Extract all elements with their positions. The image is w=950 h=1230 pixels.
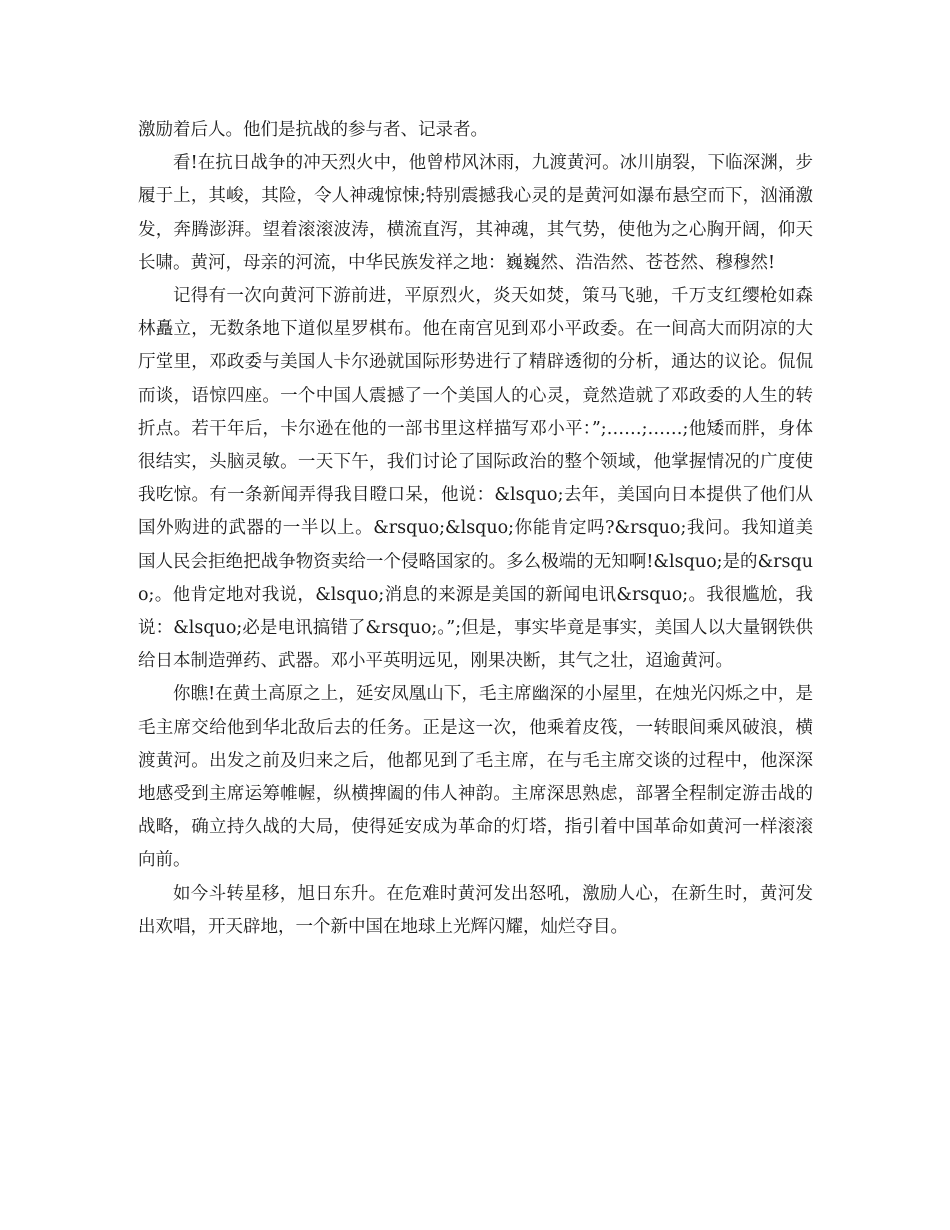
document-body bbox=[138, 114, 813, 944]
paragraph-yan-an-chairman-mao: 你瞧!在黄土高原之上，延安凤凰山下，毛主席幽深的小屋里，在烛光闪烁之中，是毛主席交给他到华北敌后去的任务。正是这一次，他乘着皮筏，一转眼间乘风破浪，横渡黄河。出发之前及归来之后，他都见到了毛主席，在与毛主席交谈的过程中，他深深地感受到主席运筹帷幄，纵横捭阖的伟人神韵。主席深思熟虑，部署全程制定游击战的战略，确立持久战的大局，使得延安成为革命的灯塔，指引着中国革命如黄河一样滚滚向前。 bbox=[138, 684, 813, 871]
paragraph-deng-xiaoping-carlson: 记得有一次向黄河下游前进，平原烈火，炎天如焚，策马飞驰，千万支红缨枪如森林矗立，无数条地下道似星罗棋布。他在南宫见到邓小平政委。在一间高大而阴凉的大厅堂里，邓政委与美国人卡尔逊就国际形势进行了精辟透彻的分析，通达的议论。侃侃而谈，语惊四座。一个中国人震撼了一个美国人的心灵，竟然造就了邓政委的人生的转折点。若干年后，卡尔逊在他的一部书里这样描写邓小平：”;……;……;他矮而胖，身体很结实，头脑灵敏。一天下午，我们讨论了国际政治的整个领域，他掌握情况的广度使我吃惊。有一条新闻弄得我目瞪口呆，他说：&lsquo;去年，美国向日本提供了他们从国外购进的武器的一半以上。&rsquo;&lsquo;你能肯定吗?&rsquo;我问。我知道美国人民会拒绝把战争物资卖给一个侵略国家的。多么极端的无知啊!&lsquo;是的&rsquo;。他肯定地对我说，&lsquo;消息的来源是美国的新闻电讯&rsquo;。我很尴尬，我说：&lsquo;必是电讯搞错了&rsquo;。”;但是，事实毕竟是事实，美国人以大量钢铁供给日本制造弹药、武器。邓小平英明远见，刚果决断，其气之壮，迢逾黄河。 bbox=[138, 286, 813, 672]
paragraph-yellow-river-crossings: 看!在抗日战争的冲天烈火中，他曾栉风沐雨，九渡黄河。冰川崩裂，下临深渊，步履于上，其峻，其险，令人神魂惊悚;特别震撼我心灵的是黄河如瀑布悬空而下，汹涌激发，奔腾澎湃。望着滚滚波涛，横流直泻，其神魂，其气势，使他为之心胸开阔，仰天长啸。黄河，母亲的河流，中华民族发祥之地：巍巍然、浩浩然、苍苍然、穆穆然! bbox=[138, 153, 813, 273]
paragraph-new-china: 如今斗转星移，旭日东升。在危难时黄河发出怒吼，激励人心，在新生时，黄河发出欢唱，开天辟地，一个新中国在地球上光辉闪耀，灿烂夺目。 bbox=[138, 883, 813, 937]
paragraph-continued: 激励着后人。他们是抗战的参与者、记录者。 bbox=[138, 120, 488, 140]
